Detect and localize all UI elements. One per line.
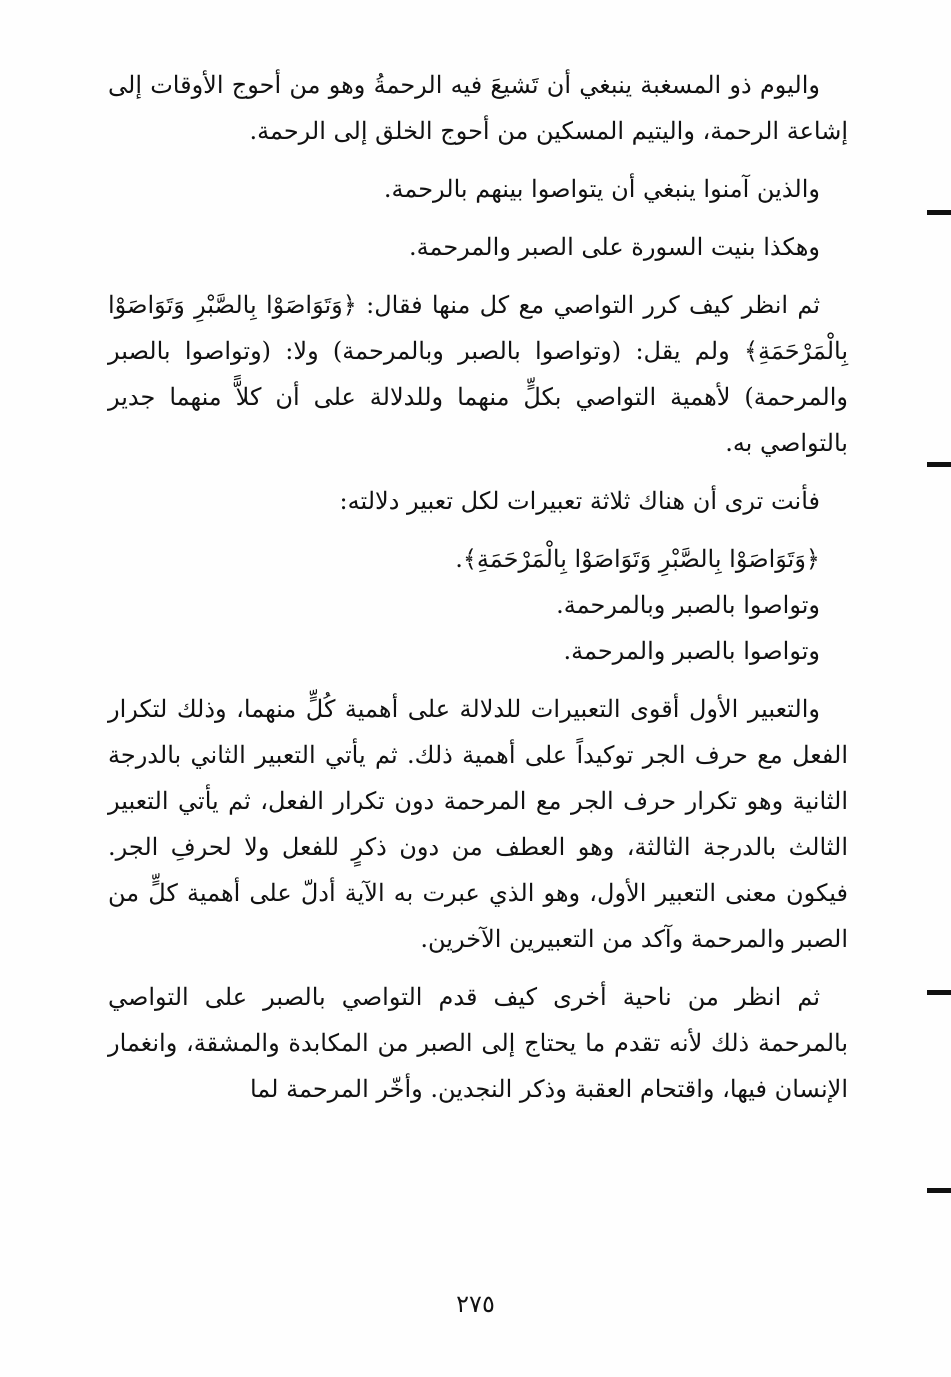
paragraph-6: والتعبير الأول أقوى التعبيرات للدلالة على أهمية كُلٍّ منهما، وذلك لتكرار الفعل مع حرف الجر توكيداً على أهمية ذلك. ثم يأتي التعبير الثاني بالدرجة الثانية وهو تكرار حرف الجر مع المرحمة دون تكرار الفعل، ثم يأتي التعبير الثالث بالدرجة الثالثة، وهو العطف من دون ذكرٍ للفعل ولا لحرفِ الجر. فيكون معنى التعبير الأول، وهو الذي عبرت به الآية أدلّ على أهمية كلٍّ من الصبر والمرحمة وآكد من التعبيرين الآخرين. <box>108 695 848 953</box>
expressions-list <box>108 536 848 674</box>
paragraph-7: ثم انظر من ناحية أخرى كيف قدم التواصي بالصبر على التواصي بالمرحمة ذلك لأنه تقدم ما يحتاج إلى الصبر من المكابدة والمشقة، وانغمار الإنسان فيها، واقتحام العقبة وذكر النجدين. وأخّر المرحمة لما <box>108 983 848 1103</box>
edge-mark <box>927 462 951 467</box>
expression-2: وتواصوا بالصبر وبالمرحمة. <box>556 591 820 619</box>
edge-mark <box>927 210 951 215</box>
paragraph-3: وهكذا بنيت السورة على الصبر والمرحمة. <box>408 233 820 261</box>
page-body <box>108 62 848 1124</box>
paragraph-5: فأنت ترى أن هناك ثلاثة تعبيرات لكل تعبير دلالته: <box>339 487 820 515</box>
page-number: ٢٧٥ <box>456 1290 495 1318</box>
paragraph-2: والذين آمنوا ينبغي أن يتواصوا بينهم بالرحمة. <box>383 175 820 203</box>
paragraph-1: واليوم ذو المسغبة ينبغي أن تَشيعَ فيه الرحمةُ وهو من أحوج الأوقات إلى إشاعة الرحمة، واليتيم المسكين من أحوج الخلق إلى الرحمة. <box>108 71 848 145</box>
expression-1: ﴿وَتَوَاصَوْا بِالصَّبْرِ وَتَوَاصَوْا بِالْمَرْحَمَةِ﴾. <box>455 545 820 573</box>
edge-mark <box>927 990 951 995</box>
paragraph-4: ثم انظر كيف كرر التواصي مع كل منها فقال: ﴿وَتَوَاصَوْا بِالصَّبْرِ وَتَوَاصَوْا بِالْمَرْحَمَةِ﴾ ولم يقل: (وتواصوا بالصبر وبالمرحمة) ولا: (وتواصوا بالصبر والمرحمة) لأهمية التواصي بكلٍّ منهما وللدلالة على أن كلاًّ منهما جدير بالتواصي به. <box>108 291 848 457</box>
expression-3: وتواصوا بالصبر والمرحمة. <box>563 637 820 665</box>
edge-mark <box>927 1188 951 1193</box>
